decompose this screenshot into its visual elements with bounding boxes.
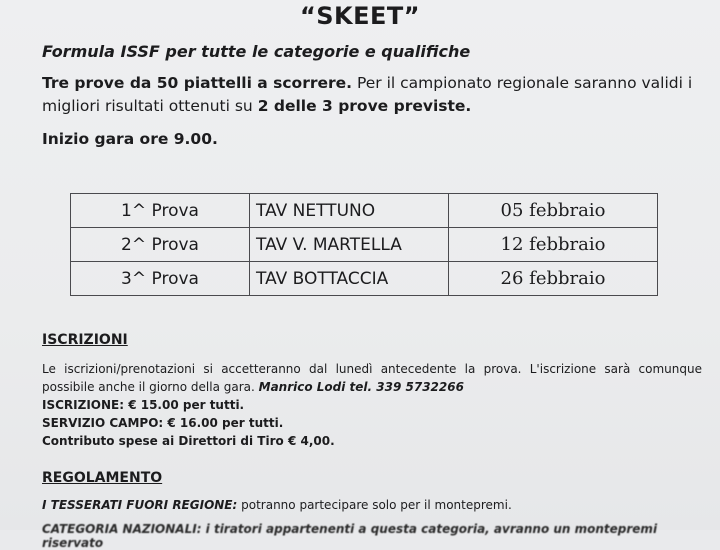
iscrizioni-heading: ISCRIZIONI	[42, 332, 128, 348]
prova-data: 26 febbraio	[449, 262, 658, 296]
intro-paragraph	[42, 72, 702, 118]
iscrizioni-text	[42, 360, 702, 396]
regolamento-line-1	[42, 498, 512, 512]
iscrizioni-body: Le iscrizioni/prenotazioni si accetteranno dal lunedì antecedente la prova. L'iscrizione sarà comunque possibile anche il giorno della gara.	[42, 362, 702, 394]
prove-table	[70, 193, 658, 296]
regolamento-line-2: CATEGORIA NAZIONALI: i tiratori appartenenti a questa categoria, avranno un montepremi riservato	[42, 522, 658, 550]
intro-bold-2: 2 delle 3 prove previste.	[257, 97, 472, 115]
prova-campo: TAV NETTUNO	[250, 194, 449, 228]
document-subtitle: Formula ISSF per tutte le categorie e qualifiche	[42, 42, 471, 61]
prova-number: 1^ Prova	[71, 194, 250, 228]
prove-row	[71, 228, 658, 262]
regolamento-lead: I TESSERATI FUORI REGIONE:	[42, 498, 238, 512]
iscrizioni-contact: Manrico Lodi tel. 339 5732266	[258, 380, 464, 394]
prova-data: 05 febbraio	[449, 194, 658, 228]
prova-number: 2^ Prova	[71, 228, 250, 262]
prova-number: 3^ Prova	[71, 262, 250, 296]
regolamento-heading: REGOLAMENTO	[42, 470, 163, 486]
prova-data: 12 febbraio	[449, 228, 658, 262]
fee-servizio-campo: SERVIZIO CAMPO: € 16.00 per tutti.	[42, 416, 284, 430]
document-title: “SKEET”	[299, 2, 421, 30]
prova-campo: TAV BOTTACCIA	[250, 262, 449, 296]
intro-text: Per il campionato regionale saranno validi i migliori risultati ottenuti su	[42, 74, 693, 115]
intro-bold: Tre prove da 50 piattelli a scorrere.	[42, 74, 353, 92]
prove-row	[71, 194, 658, 228]
fee-iscrizione: ISCRIZIONE: € 15.00 per tutti.	[42, 398, 245, 412]
prova-campo: TAV V. MARTELLA	[250, 228, 449, 262]
start-time: Inizio gara ore 9.00.	[42, 130, 218, 148]
regolamento-rest: potranno partecipare solo per il montepremi.	[237, 498, 512, 512]
fee-direttori: Contributo spese ai Direttori di Tiro € 4,00.	[42, 434, 335, 448]
prove-row	[71, 262, 658, 296]
